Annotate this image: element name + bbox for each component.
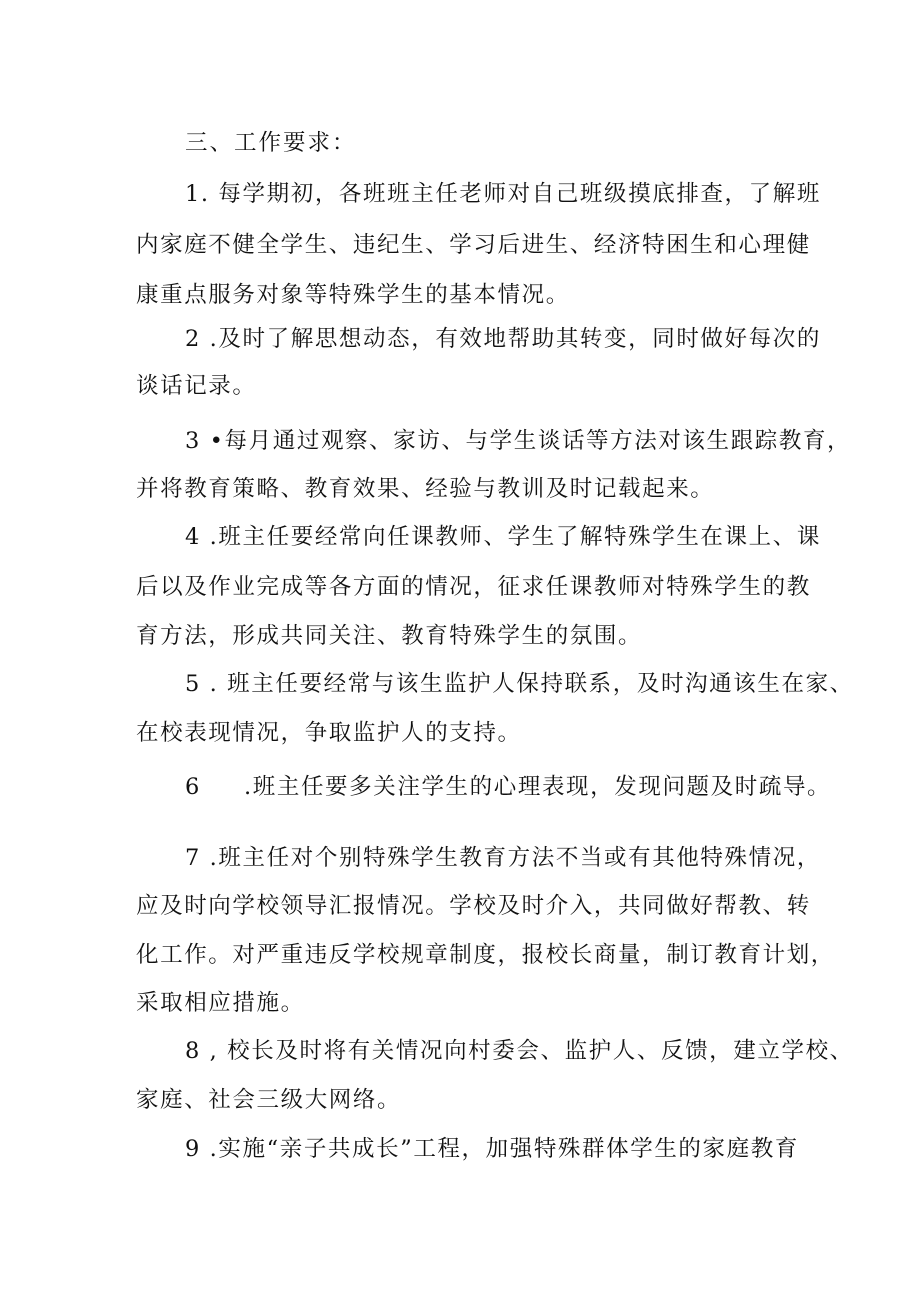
text-line: 在校表现情况，争取监护人的支持。 (136, 720, 522, 746)
text-line: 4 .班主任要经常向任课教师、学生了解特殊学生在课上、课 (185, 524, 821, 550)
text-line: 康重点服务对象等特殊学生的基本情况。 (136, 282, 570, 308)
text-line: 采取相应措施。 (136, 990, 305, 1016)
text-line: 2 .及时了解思想动态，有效地帮助其转变，同时做好每次的 (185, 326, 821, 352)
text-line: 谈话记录。 (136, 373, 257, 399)
item-number: 6 (185, 774, 201, 800)
text-line: .班主任要多关注学生的心理表现，发现问题及时疏导。 (244, 774, 832, 800)
text-line: 育方法，形成共同关注、教育特殊学生的氛围。 (136, 623, 643, 649)
text-line: 3 •每月通过观察、家访、与学生谈话等方法对该生跟踪教育， (185, 428, 852, 454)
text-line: 内家庭不健全学生、违纪生、学习后进生、经济特困生和心理健 (136, 232, 811, 258)
text-line: 7 .班主任对个别特殊学生教育方法不当或有其他特殊情况， (185, 845, 821, 871)
text-line: 后以及作业完成等各方面的情况，征求任课教师对特殊学生的教 (136, 574, 811, 600)
text-line: 9 .实施“亲子共成长”工程，加强特殊群体学生的家庭教育 (185, 1136, 799, 1162)
text-line: 并将教育策略、教育效果、经验与教训及时记载起来。 (136, 476, 715, 502)
text-line: 1. 每学期初，各班班主任老师对自己班级摸底排查，了解班 (185, 181, 821, 207)
section-heading: 三、工作要求： (185, 130, 357, 156)
text-line: 8 , 校长及时将有关情况向村委会、监护人、反馈，建立学校、 (185, 1038, 854, 1064)
text-line: 家庭、社会三级大网络。 (136, 1087, 402, 1113)
text-line: 5 . 班主任要经常与该生监护人保持联系，及时沟通该生在家、 (185, 671, 854, 697)
text-line: 应及时向学校领导汇报情况。学校及时介入，共同做好帮教、转 (136, 893, 811, 919)
text-line: 化工作。对严重违反学校规章制度，报校长商量，制订教育计划， (136, 942, 835, 968)
